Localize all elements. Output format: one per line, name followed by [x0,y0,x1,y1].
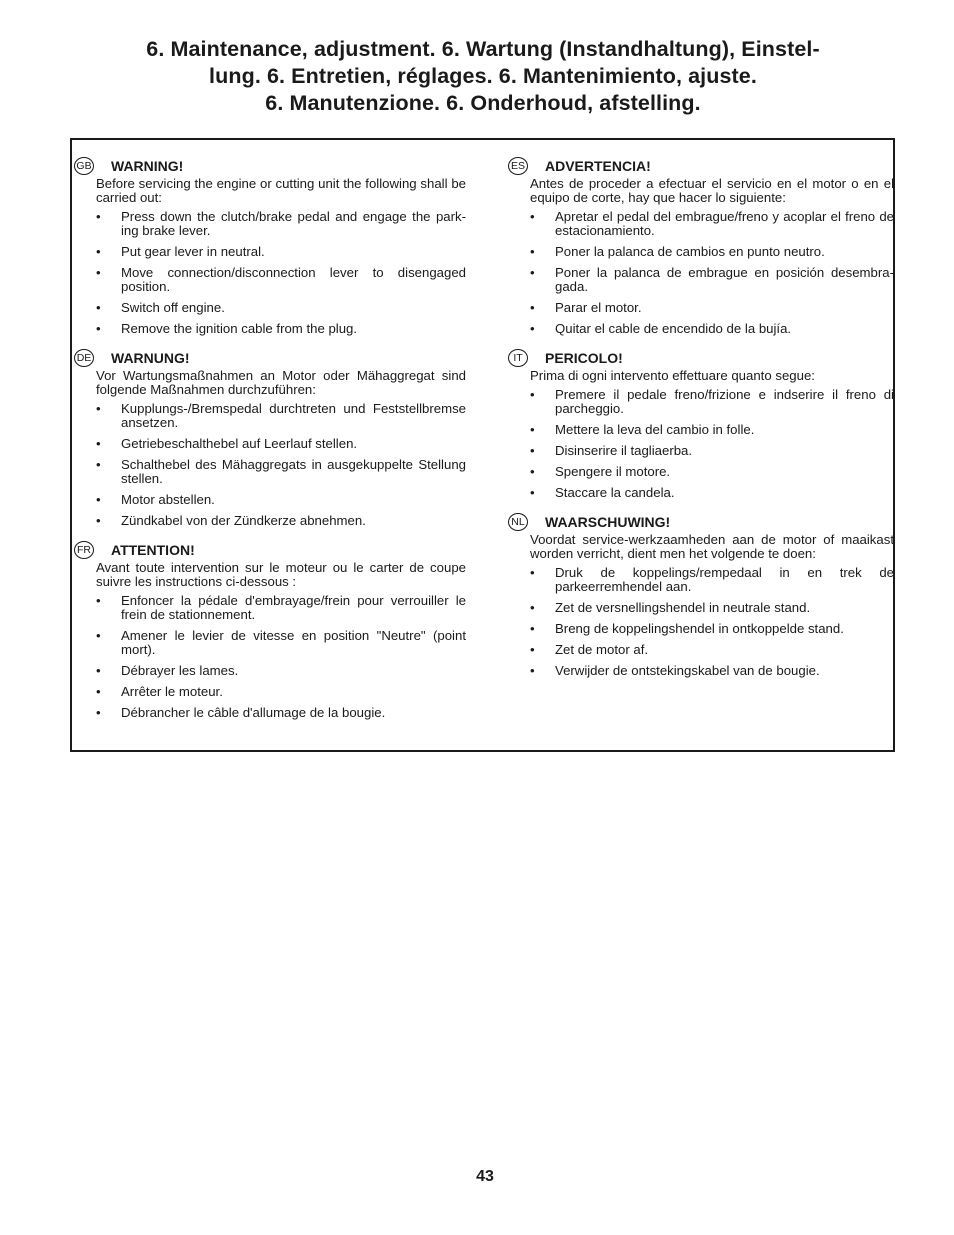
intro-text-nl: Voordat service-werkzaamheden aan de motor of maaikast worden verricht, dient men het volgende te doen: [530,532,894,561]
list-item: • Débrayer les lames. [96,664,466,678]
page-title-line-3: 6. Manutenzione. 6. Onderhoud, afstelling. [265,91,701,115]
warning-heading-fr: ATTENTION! [111,542,195,558]
list-item: • Spengere il motore. [530,465,894,479]
instruction-list-es [530,210,894,336]
warning-heading-de: WARNUNG! [111,350,190,366]
list-item: • Press down the clutch/brake pedal and engage the park-ing brake lever. [96,210,466,238]
language-badge-fr: FR [74,541,94,559]
list-item: • Zet de motor af. [530,643,894,657]
page-title-line-2: lung. 6. Entretien, réglages. 6. Mantenimiento, ajuste. [209,64,757,88]
instruction-list-gb [96,210,466,336]
list-item: • Amener le levier de vitesse en position "Neutre" (point mort). [96,629,466,657]
list-item: • Put gear lever in neutral. [96,245,466,259]
section-de [74,350,466,528]
warning-heading-es: ADVERTENCIA! [545,158,651,174]
page-number: 43 [476,1168,494,1185]
intro-text-it: Prima di ogni intervento effettuare quanto segue: [530,368,815,383]
list-item: • Kupplungs-/Bremspedal durchtreten und Feststellbremse ansetzen. [96,402,466,430]
list-item: • Remove the ignition cable from the plug. [96,322,466,336]
warning-heading-nl: WAARSCHUWING! [545,514,671,530]
warning-heading-it: PERICOLO! [545,350,623,366]
intro-text-es: Antes de proceder a efectuar el servicio en el motor o en el equipo de corte, hay que hacer lo siguiente: [530,176,894,205]
list-item: • Parar el motor. [530,301,894,315]
intro-text-fr: Avant toute intervention sur le moteur ou le carter de coupe suivre les instructions ci-dessous : [96,560,466,589]
language-badge-de: DE [74,349,94,367]
language-badge-nl: NL [508,513,528,531]
instruction-list-fr [96,594,466,720]
intro-text-gb: Before servicing the engine or cutting unit the following shall be carried out: [96,176,466,205]
language-badge-it: IT [508,349,528,367]
section-it [508,350,894,500]
list-item: • Druk de koppelings/rempedaal in en trek de parkeerremhendel aan. [530,566,894,594]
section-nl [508,514,894,678]
list-item: • Zet de versnellingshendel in neutrale stand. [530,601,894,615]
instruction-list-nl [530,566,894,678]
list-item: • Débrancher le câble d'allumage de la bougie. [96,706,466,720]
list-item: • Switch off engine. [96,301,466,315]
section-gb [74,158,466,336]
list-item: • Disinserire il tagliaerba. [530,444,894,458]
list-item: • Enfoncer la pédale d'embrayage/frein pour verrouiller le frein de stationnement. [96,594,466,622]
list-item: • Schalthebel des Mähaggregats in ausgekuppelte Stellung stellen. [96,458,466,486]
warning-heading-gb: WARNING! [111,158,184,174]
instruction-list-it [530,388,894,500]
left-column [74,158,466,727]
list-item: • Move connection/disconnection lever to disengaged position. [96,266,466,294]
page-title-line-1: 6. Maintenance, adjustment. 6. Wartung (Instandhaltung), Einstel- [146,37,820,61]
list-item: • Arrêter le moteur. [96,685,466,699]
page-title [40,36,926,117]
list-item: • Premere il pedale freno/frizione e indserire il freno di parcheggio. [530,388,894,416]
list-item: • Poner la palanca de cambios en punto neutro. [530,245,894,259]
list-item: • Getriebeschalthebel auf Leerlauf stellen. [96,437,466,451]
instruction-list-de [96,402,466,528]
list-item: • Quitar el cable de encendido de la bujía. [530,322,894,336]
list-item: • Apretar el pedal del embrague/freno y acoplar el freno de estacionamiento. [530,210,894,238]
intro-text-de: Vor Wartungsmaßnahmen an Motor oder Mähaggregat sind folgende Maßnahmen durchzuführen: [96,368,466,397]
list-item: • Motor abstellen. [96,493,466,507]
list-item: • Poner la palanca de embrague en posición desembra-gada. [530,266,894,294]
right-column [508,158,894,685]
list-item: • Verwijder de ontstekingskabel van de bougie. [530,664,894,678]
section-es [508,158,894,336]
list-item: • Staccare la candela. [530,486,894,500]
language-badge-es: ES [508,157,528,175]
list-item: • Mettere la leva del cambio in folle. [530,423,894,437]
language-badge-gb: GB [74,157,94,175]
list-item: • Zündkabel von der Zündkerze abnehmen. [96,514,466,528]
section-fr [74,542,466,720]
content-frame [70,138,895,752]
list-item: • Breng de koppelingshendel in ontkoppelde stand. [530,622,894,636]
